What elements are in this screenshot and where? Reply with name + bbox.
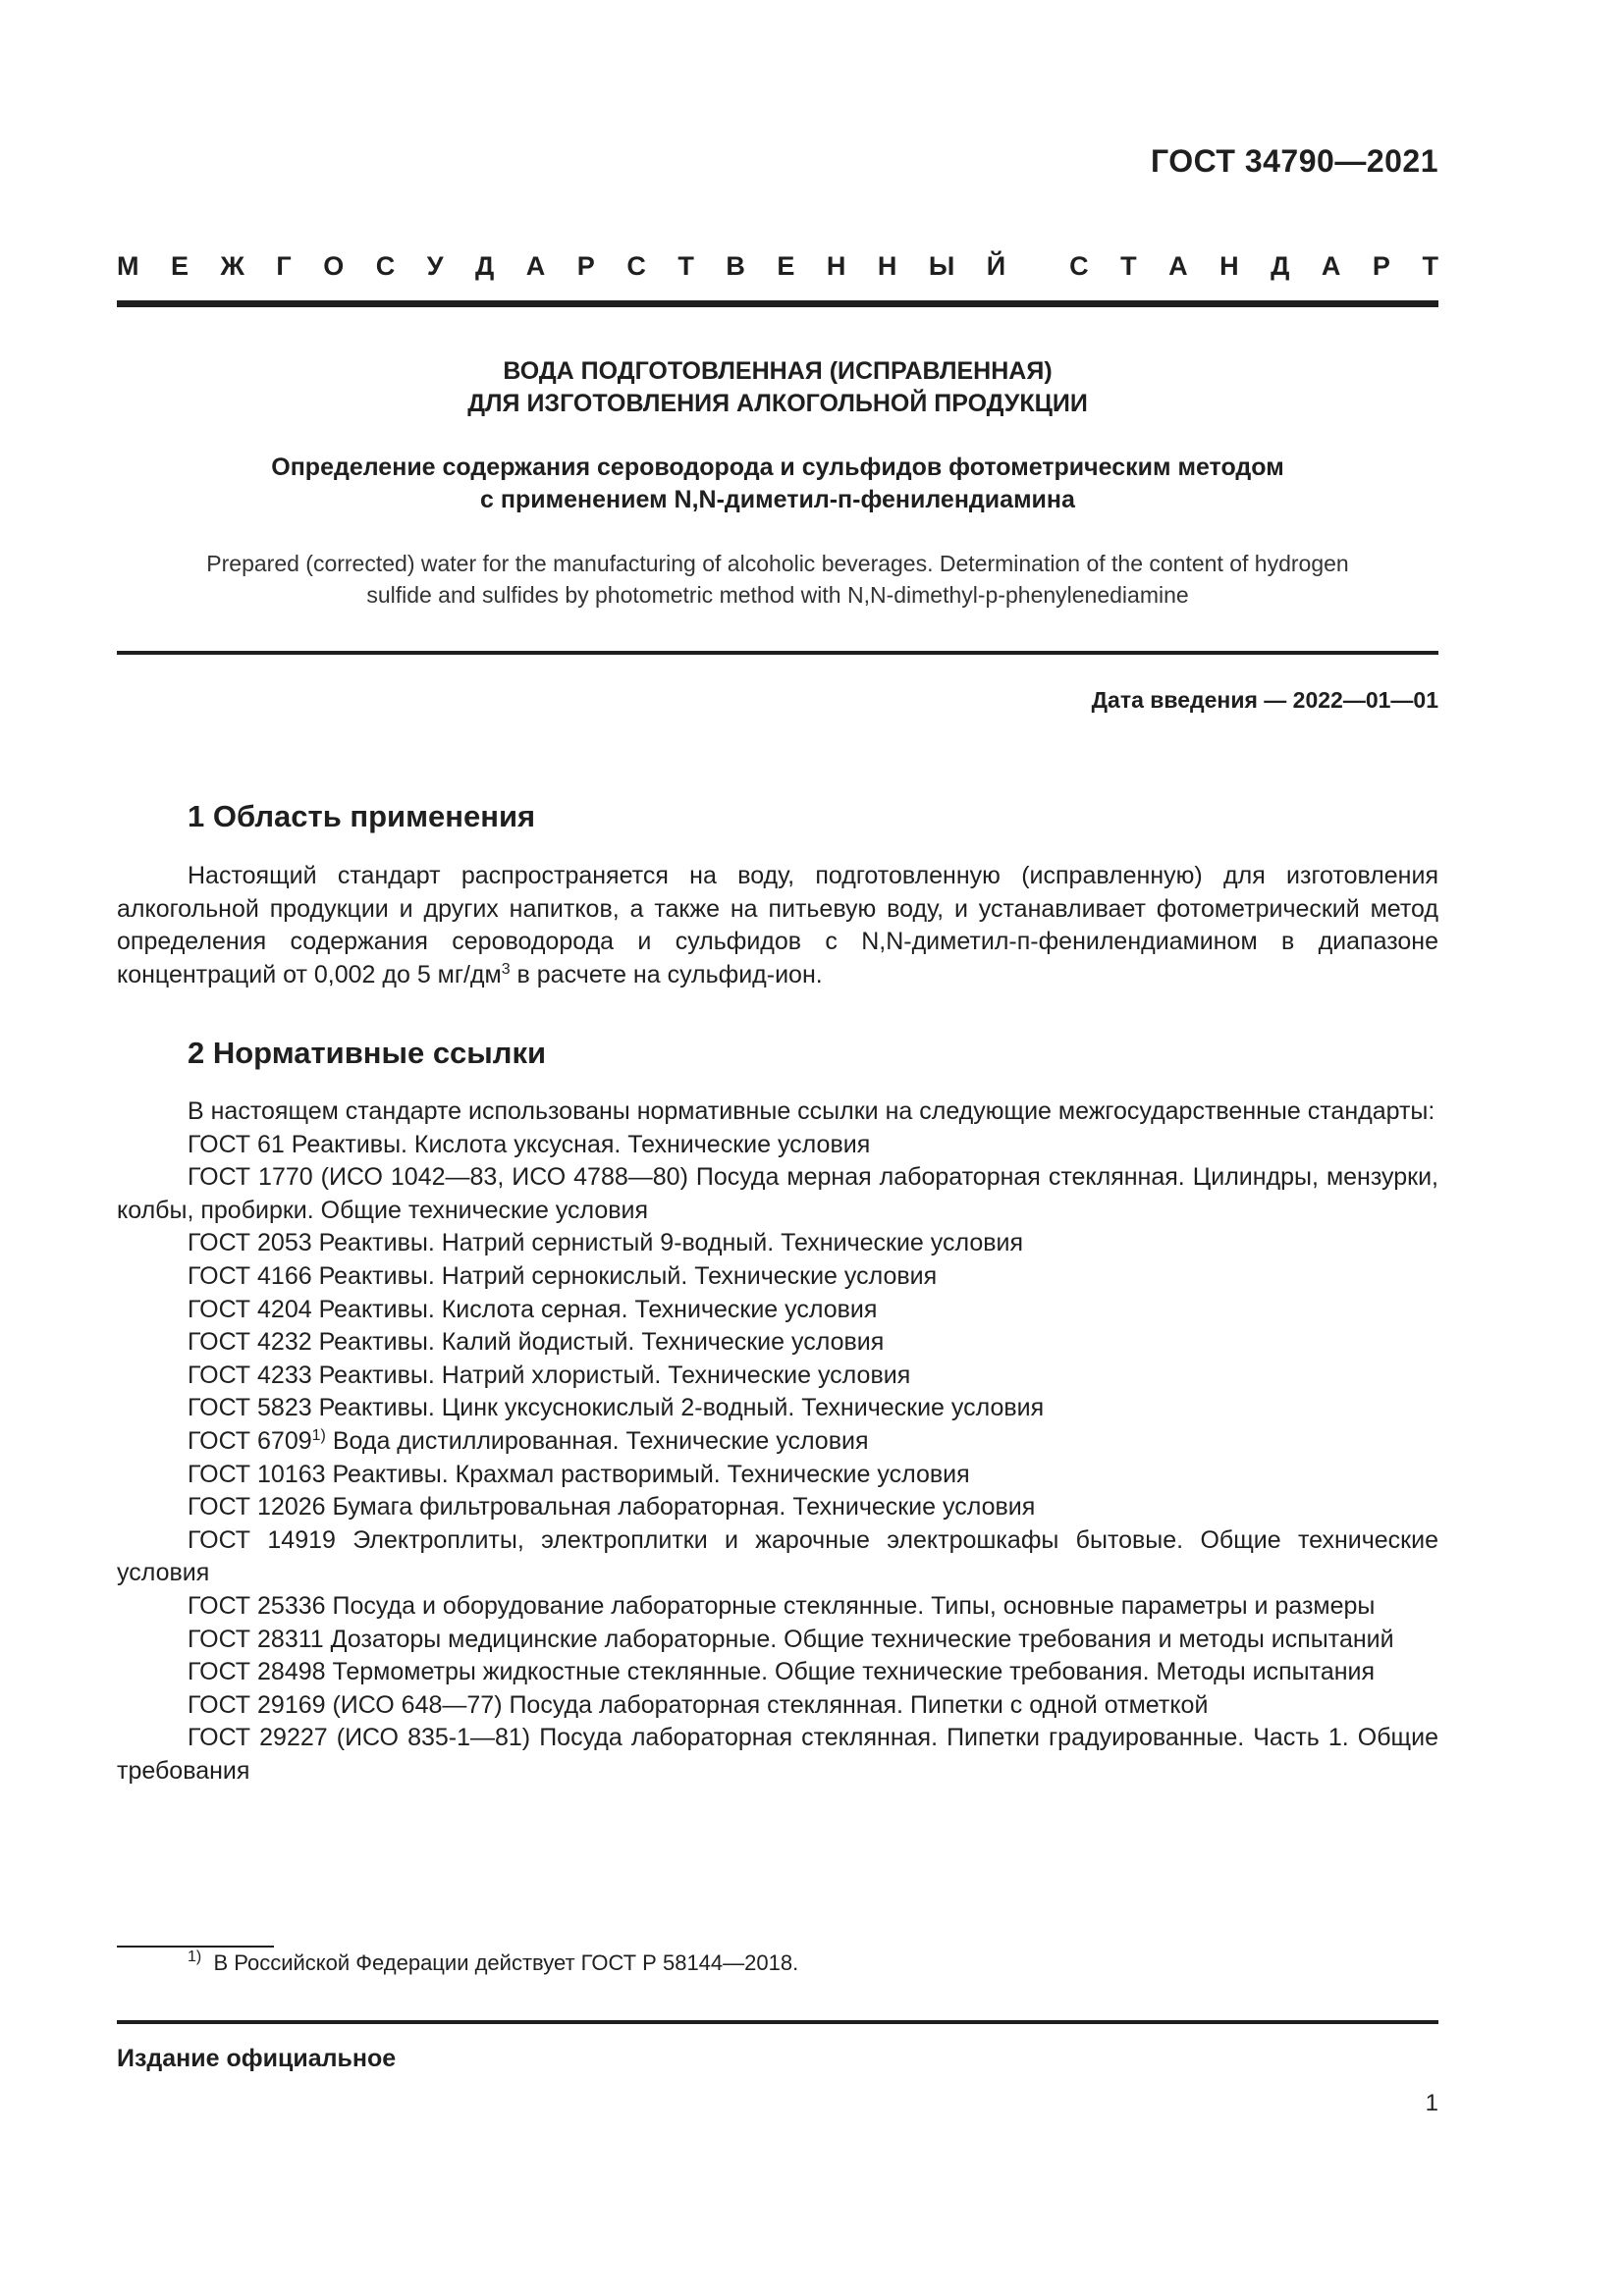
title-en-line-2: sulfide and sulfides by photometric method with N,N-dimethyl-p-phenylenediamine: [366, 582, 1189, 608]
reference-item: ГОСТ 10163 Реактивы. Крахмал растворимый. Технические условия: [188, 1460, 970, 1488]
reference-item: ГОСТ 4233 Реактивы. Натрий хлористый. Технические условия: [188, 1361, 911, 1389]
section-1-text: [117, 860, 1438, 991]
reference-item: ГОСТ 25336 Посуда и оборудование лабораторные стеклянные. Типы, основные параметры и размеры: [188, 1591, 1376, 1620]
edition-label: Издание официальное: [117, 2045, 397, 2072]
normative-references: [117, 1095, 1438, 1788]
reference-item: ГОСТ 12026 Бумага фильтровальная лабораторная. Технические условия: [188, 1493, 1036, 1522]
reference-item: [117, 1425, 1438, 1459]
scope-text: Настоящий стандарт распространяется на воду, подготовленную (исправленную) для изготовления алкогольной продукции и других напитков, а также на питьевую воду, и устанавливает фотометрический метод определения содержания сероводорода и сульфидов с N,N-диметил-п-фенилендиамином в диапазоне концентраций от 0,002 до 5 мг/дм: [117, 862, 1438, 988]
standard-number: ГОСТ 34790—2021: [1150, 143, 1438, 179]
reference-code: ГОСТ 6709: [188, 1426, 312, 1455]
reference-item: ГОСТ 61 Реактивы. Кислота уксусная. Технические условия: [188, 1130, 871, 1158]
reference-item: ГОСТ 4204 Реактивы. Кислота серная. Технические условия: [188, 1295, 878, 1323]
standard-type-letter: Т: [1120, 251, 1137, 281]
document-page: [117, 0, 1438, 2296]
title-english: [117, 548, 1438, 611]
standard-type-letter: Е: [777, 251, 795, 281]
standard-type-letter: В: [726, 251, 745, 281]
reference-item: ГОСТ 5823 Реактивы. Цинк уксуснокислый 2-водный. Технические условия: [188, 1394, 1045, 1422]
standard-type-letter: А: [525, 251, 546, 281]
standard-type-letter: Н: [877, 251, 897, 281]
footer-rule: [117, 2020, 1438, 2024]
standard-type-letter: М: [117, 251, 139, 281]
scope-superscript: 3: [501, 960, 511, 978]
title-main-line-2: ДЛЯ ИЗГОТОВЛЕНИЯ АЛКОГОЛЬНОЙ ПРОДУКЦИИ: [467, 390, 1088, 417]
section-2-heading: 2 Нормативные ссылки: [188, 1036, 547, 1070]
standard-type-letter: Р: [1372, 251, 1390, 281]
reference-item: ГОСТ 29227 (ИСО 835-1—81) Посуда лабораторная стеклянная. Пипетки градуированные. Часть 1. Общие требования: [117, 1724, 1438, 1785]
reference-item: ГОСТ 28498 Термометры жидкостные стеклянные. Общие технические требования. Методы испытания: [188, 1658, 1376, 1686]
title-sub-line-1: Определение содержания сероводорода и сульфидов фотометрическим методом: [271, 454, 1284, 481]
standard-type-letter: Т: [1422, 251, 1438, 281]
reference-item: ГОСТ 1770 (ИСО 1042—83, ИСО 4788—80) Посуда мерная лабораторная стеклянная. Цилиндры, мензурки, колбы, пробирки. Общие технические условия: [117, 1163, 1438, 1224]
footnote-rule: [117, 1946, 274, 1948]
title-main-line-1: ВОДА ПОДГОТОВЛЕННАЯ (ИСПРАВЛЕННАЯ): [503, 357, 1053, 385]
footnote: [188, 1949, 798, 1978]
standard-type-letter: А: [1168, 251, 1188, 281]
reference-item: ГОСТ 29169 (ИСО 648—77) Посуда лабораторная стеклянная. Пипетки с одной отметкой: [188, 1690, 1209, 1719]
standard-type-letter: Т: [677, 251, 694, 281]
standard-type-letter: Н: [826, 251, 846, 281]
title-rule: [117, 651, 1438, 655]
standard-type-letter: А: [1321, 251, 1341, 281]
footnote-marker: 1): [188, 1949, 202, 1965]
standard-type-letter: С: [626, 251, 646, 281]
references-intro: В настоящем стандарте использованы нормативные ссылки на следующие межгосударственные стандарты:: [188, 1097, 1435, 1125]
standard-type-letter: С: [375, 251, 396, 281]
header-rule: [117, 300, 1438, 307]
standard-type-letter: О: [323, 251, 345, 281]
reference-item: ГОСТ 14919 Электроплиты, электроплитки и жарочные электрошкафы бытовые. Общие технические условия: [117, 1525, 1438, 1587]
standard-type-letter: Ы: [928, 251, 955, 281]
reference-title: Вода дистиллированная. Технические условия: [325, 1426, 869, 1455]
standard-type: [117, 251, 1438, 282]
title-en-line-1: Prepared (corrected) water for the manufacturing of alcoholic beverages. Determination of the content of hydrogen: [206, 551, 1349, 576]
standard-type-letter: Д: [475, 251, 495, 281]
standard-type-letter: Г: [276, 251, 292, 281]
title-subtitle: [117, 452, 1438, 516]
reference-item: ГОСТ 28311 Дозаторы медицинские лабораторные. Общие технические требования и методы испытаний: [188, 1625, 1394, 1653]
reference-item: ГОСТ 4166 Реактивы. Натрий сернокислый. Технические условия: [188, 1261, 938, 1290]
standard-type-letter: Й: [986, 251, 1006, 281]
page-number: 1: [1425, 2090, 1438, 2116]
standard-type-letter: Д: [1271, 251, 1290, 281]
reference-item: ГОСТ 4232 Реактивы. Калий йодистый. Технические условия: [188, 1328, 885, 1357]
standard-type-letter: Р: [576, 251, 595, 281]
reference-item: ГОСТ 2053 Реактивы. Натрий сернистый 9-водный. Технические условия: [188, 1229, 1024, 1257]
standard-type-letter: С: [1069, 251, 1089, 281]
title-sub-line-2: с применением N,N-диметил-п-фенилендиамина: [480, 486, 1075, 513]
reference-footnote-marker: 1): [311, 1426, 326, 1444]
title-main: [117, 355, 1438, 420]
scope-text-end: в расчете на сульфид-ион.: [510, 960, 823, 988]
standard-type-letter: Е: [171, 251, 189, 281]
section-1-heading: 1 Область применения: [188, 799, 536, 833]
standard-type-letter: Ж: [220, 251, 244, 281]
standard-type-letter: У: [426, 251, 444, 281]
footnote-text: В Российской Федерации действует ГОСТ Р 58144—2018.: [213, 1950, 799, 1975]
introduction-date: Дата введения — 2022—01—01: [1091, 687, 1438, 713]
standard-type-letter: Н: [1219, 251, 1239, 281]
